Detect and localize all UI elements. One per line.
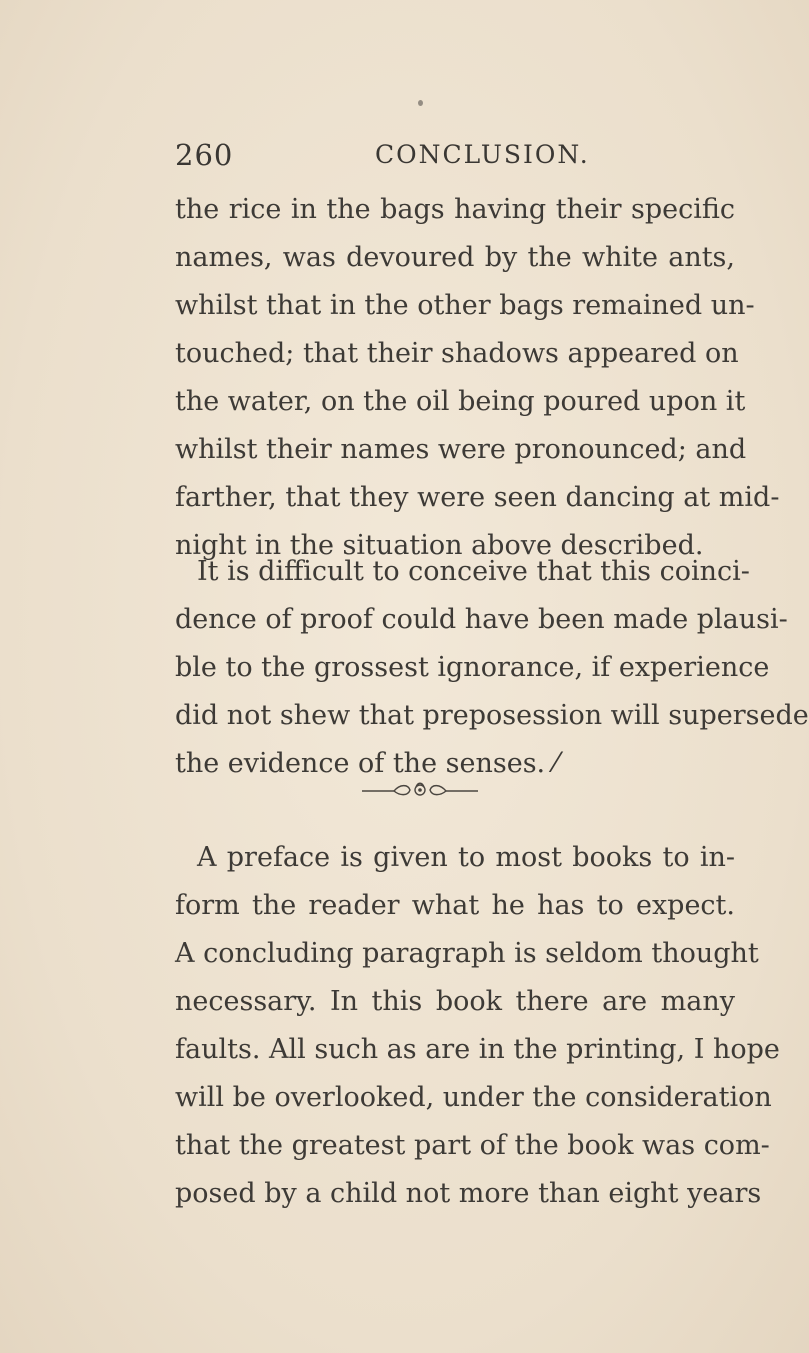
ink-speck [418,100,423,106]
text-line: It is difficult to conceive that this coinci- [197,556,750,587]
text-line: form the reader what he has to expect. [175,890,735,921]
text-line: the evidence of the senses. ⁄ [175,748,559,779]
text-line: the rice in the bags having their specific [175,194,735,225]
text-line: necessary. In this book there are many [175,986,735,1017]
text-line: names, was devoured by the white ants, [175,242,735,273]
text-line: touched; that their shadows appeared on [175,338,739,369]
text-line: posed by a child not more than eight years [175,1178,762,1209]
paragraph-2 [175,548,809,788]
running-head [175,138,735,178]
decorative-rule-ornament-icon [360,778,480,802]
paragraph-1 [175,186,780,570]
text-line: dence of proof could have been made plausi- [175,604,788,635]
text-line: whilst that in the other bags remained un- [175,290,755,321]
text-line: A preface is given to most books to in- [197,842,735,873]
text-line: night in the situation above described. [175,530,704,561]
paragraph-3 [175,834,780,1218]
page-number: 260 [175,138,234,172]
text-line: will be overlooked, under the consideration [175,1082,772,1113]
text-line: that the greatest part of the book was com- [175,1130,770,1161]
text-line: did not shew that preposession will supersede [175,700,809,731]
text-line: ble to the grossest ignorance, if experience [175,652,770,683]
text-line: farther, that they were seen dancing at mid- [175,482,780,513]
text-line: the water, on the oil being poured upon it [175,386,746,417]
text-line: whilst their names were pronounced; and [175,434,747,465]
running-title: CONCLUSION. [375,140,590,169]
text-line: faults. All such as are in the printing, I hope [175,1034,780,1065]
text-line: A concluding paragraph is seldom thought [175,938,759,969]
